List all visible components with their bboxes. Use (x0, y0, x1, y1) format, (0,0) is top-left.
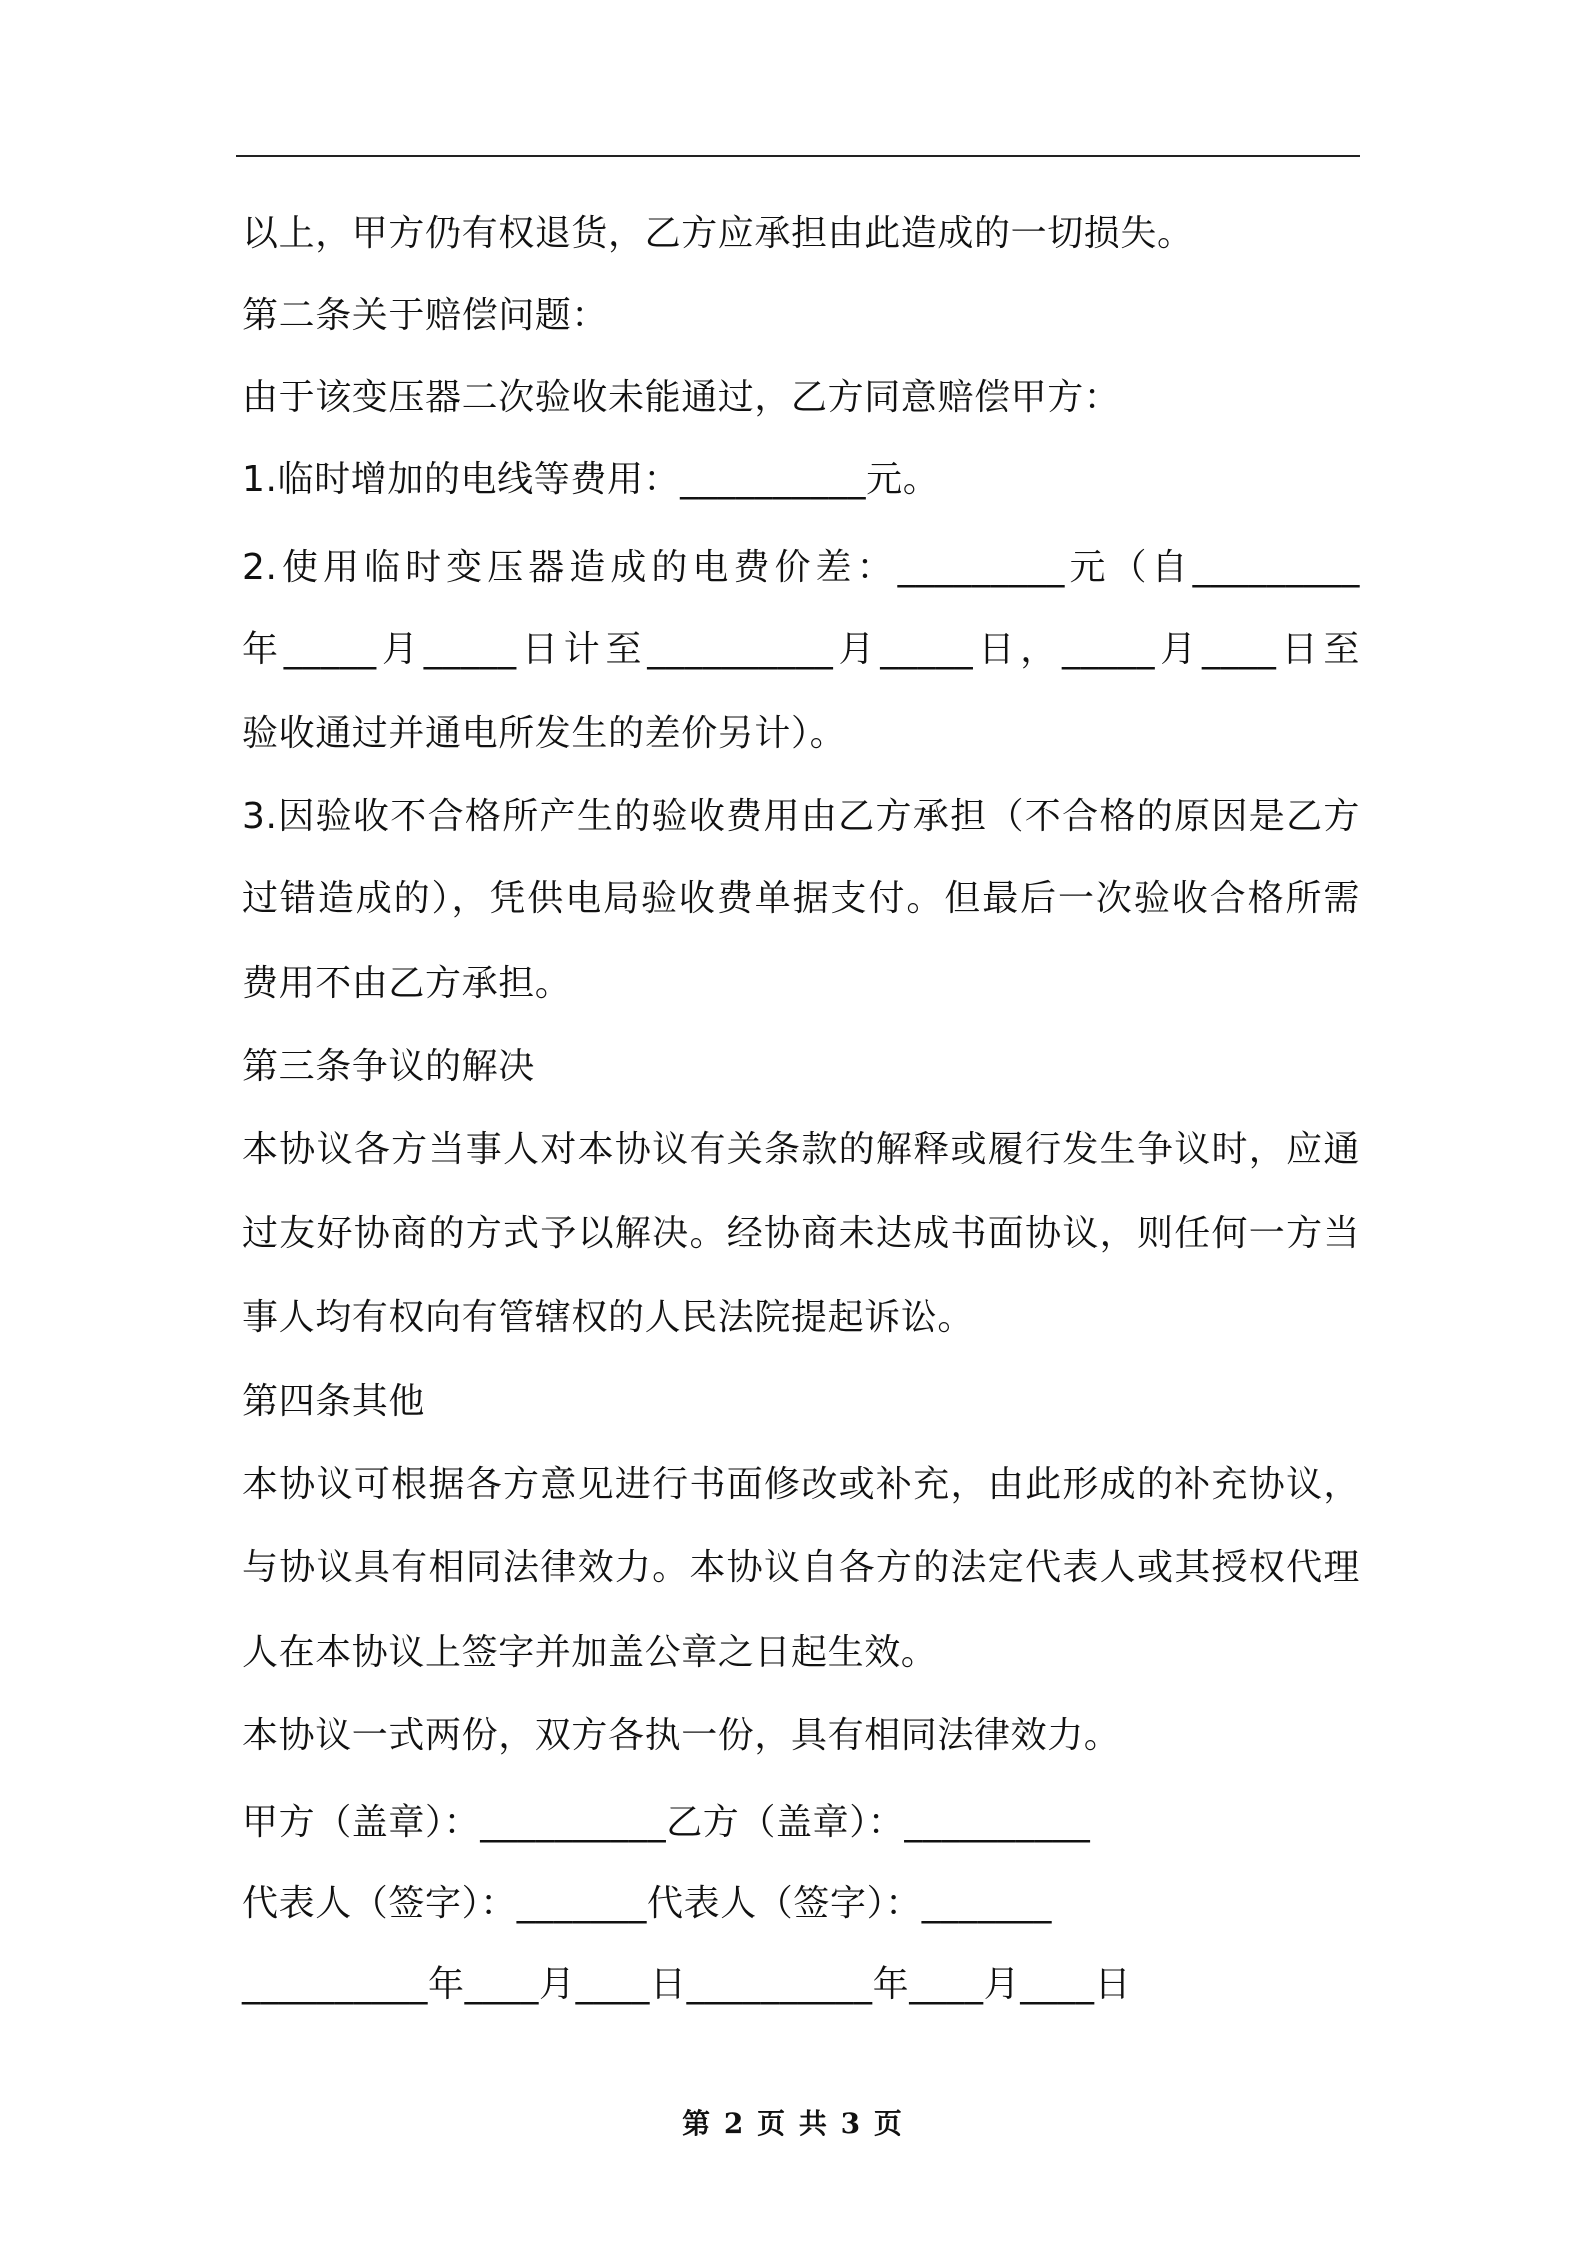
signature-line-seal: 甲方（盖章）：__________乙方（盖章）：__________ (242, 1802, 1091, 1843)
text-line: 1.临时增加的电线等费用：__________元。 (242, 459, 940, 500)
text-line: 人在本协议上签字并加盖公章之日起生效。 (242, 1632, 938, 1673)
page-indicator: 第 2 页 共 3 页 (682, 2107, 904, 2140)
text-line: 费用不由乙方承担。 (242, 963, 572, 1004)
text-line: 本协议各方当事人对本协议有关条款的解释或履行发生争议时，应通 (242, 1129, 1360, 1170)
signature-line-date: __________年____月____日__________年____月____日 (242, 1964, 1132, 2005)
section-heading: 第三条争议的解决 (242, 1046, 535, 1087)
text-line: 本协议可根据各方意见进行书面修改或补充，由此形成的补充协议， (242, 1464, 1360, 1505)
text-line: 过错造成的），凭供电局验收费单据支付。但最后一次验收合格所需 (242, 878, 1360, 919)
text-line: 由于该变压器二次验收未能通过，乙方同意赔偿甲方： (242, 377, 1121, 418)
text-line: 验收通过并通电所发生的差价另计）。 (242, 713, 847, 754)
text-line: 3.因验收不合格所产生的验收费用由乙方承担（不合格的原因是乙方 (242, 796, 1360, 837)
section-heading: 第二条关于赔偿问题： (242, 295, 609, 336)
section-heading: 第四条其他 (242, 1381, 426, 1422)
text-line: 事人均有权向有管辖权的人民法院提起诉讼。 (242, 1297, 975, 1338)
text-line: 过友好协商的方式予以解决。经协商未达成书面协议，则任何一方当 (242, 1213, 1360, 1254)
signature-line-representative: 代表人（签字）：_______代表人（签字）：_______ (242, 1883, 1052, 1924)
header-rule (236, 155, 1360, 157)
text-line: 本协议一式两份，双方各执一份，具有相同法律效力。 (242, 1715, 1121, 1756)
text-line: 与协议具有相同法律效力。本协议自各方的法定代表人或其授权代理 (242, 1547, 1360, 1588)
text-line: 以上，甲方仍有权退货，乙方应承担由此造成的一切损失。 (242, 213, 1194, 254)
text-line: 年_____月_____日计至__________月_____日，_____月____日至 (242, 629, 1360, 670)
text-line: 2.使用临时变压器造成的电费价差：_________元（自_________ (242, 547, 1360, 588)
